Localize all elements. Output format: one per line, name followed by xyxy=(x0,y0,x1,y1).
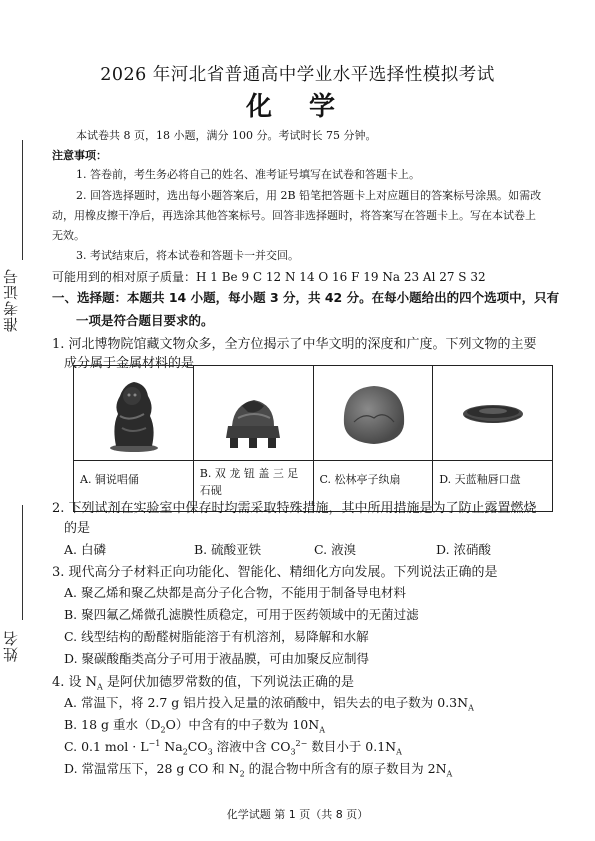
q4-option-a-sub: A xyxy=(468,703,474,713)
q4-option-b-mid: O）中含有的中子数为 10N xyxy=(165,717,320,732)
q1-stem-cont: 成分属于金属材料的是 xyxy=(64,356,195,371)
q4-option-c-sub4: A xyxy=(396,747,402,757)
q3-option-b: B. 聚四氟乙烯微孔滤膜性质稳定，可用于医药领域中的无菌过滤 xyxy=(64,607,419,622)
q4-stem-sub: A xyxy=(97,682,103,692)
q4-option-c xyxy=(64,737,402,757)
exam-id-label: 准考证号 xyxy=(2,268,20,332)
q2-stem: 2. 下列试剂在实验室中保存时均需采取特殊措施，其中所用措施是为了防止露置燃烧 xyxy=(52,501,537,516)
q4-option-d-mid: 的混合物中所含有的原子数目为 2N xyxy=(244,761,447,776)
relic-image-b xyxy=(193,366,313,461)
q4-option-a-text: A. 常温下，将 2.7 g 铝片投入足量的浓硝酸中，铝失去的电子数为 0.3N xyxy=(64,695,469,710)
name-label: 姓名 xyxy=(2,630,20,662)
q1-option-b-line1: B. 双 龙 钮 盖 三 足 xyxy=(199,467,299,480)
section-heading: 一、选择题：本题共 14 小题，每小题 3 分，共 42 分。在每小题给出的四个选项中，只有 xyxy=(52,290,560,305)
note-item: 动，用橡皮擦干净后，再选涂其他答案标号。回答非选择题时，将答案写在答题卡上。写在本试卷上 xyxy=(52,209,536,222)
subject-title: 化 学 xyxy=(245,92,350,122)
q4-option-d xyxy=(64,759,452,779)
q4-option-c-sub1: 2 xyxy=(182,747,188,757)
q4-option-b xyxy=(64,715,325,735)
q2-option-b: B. 硫酸亚铁 xyxy=(194,542,262,557)
q4-option-b-sub1: 2 xyxy=(160,725,166,735)
q4-option-c-mid4: 数目小于 0.1N xyxy=(307,739,397,754)
q1-option-b-line2: 石砚 xyxy=(199,484,222,497)
q1-option-a: A. 铜说唱俑 xyxy=(74,461,194,512)
q1-stem: 1. 河北博物院馆藏文物众多，全方位揭示了中华文明的深度和广度。下列文物的主要 xyxy=(52,337,537,352)
relic-image-c xyxy=(313,366,433,461)
q4-option-c-pre: C. 0.1 mol · L xyxy=(64,739,149,754)
q2-stem-cont: 的是 xyxy=(64,521,91,536)
q2-option-a: A. 白磷 xyxy=(64,542,106,557)
q4-option-c-mid2: CO xyxy=(187,739,208,754)
note-item: 2. 回答选择题时，选出每小题答案后，用 2B 铅笔把答题卡上对应题目的答案标号涂黑。如需改 xyxy=(76,189,542,202)
q2-option-c: C. 液溴 xyxy=(314,542,357,557)
q3-option-c: C. 线型结构的酚醛树脂能溶于有机溶剂，易降解和水解 xyxy=(64,629,369,644)
q3-stem: 3. 现代高分子材料正向功能化、智能化、精细化方向发展。下列说法正确的是 xyxy=(52,565,498,580)
q1-relics-table xyxy=(73,365,553,512)
bronze-figurine-icon xyxy=(74,366,192,456)
q4-stem-pre: 4. 设 N xyxy=(52,675,98,690)
q4-option-a xyxy=(64,693,474,713)
q4-option-c-mid1: Na xyxy=(160,739,183,754)
relic-image-d xyxy=(433,366,553,461)
note-item: 1. 答卷前，考生务必将自己的姓名、准考证号填写在试卷和答题卡上。 xyxy=(76,168,420,181)
q4-option-c-sup2: 2− xyxy=(295,738,308,748)
q4-option-c-sup1: −1 xyxy=(148,738,161,748)
note-item: 无效。 xyxy=(52,229,85,242)
q4-stem-post: 是阿伏加德罗常数的值，下列说法正确的是 xyxy=(102,675,354,690)
q4-stem xyxy=(52,671,354,692)
q4-option-d-sub2: A xyxy=(446,769,453,779)
page-footer: 化学试题 第 1 页（共 8 页） xyxy=(226,808,369,821)
q4-option-c-sub2: 3 xyxy=(207,747,213,757)
section-heading-cont: 一项是符合题目要求的。 xyxy=(76,313,214,328)
notes-heading: 注意事项： xyxy=(52,149,107,162)
exam-info: 本试卷共 8 页，18 小题，满分 100 分。考试时长 75 分钟。 xyxy=(76,129,377,142)
q4-option-c-sub3: 3 xyxy=(290,747,296,757)
name-line xyxy=(22,505,23,620)
q4-option-b-pre: B. 18 g 重水（D xyxy=(64,717,161,732)
q1-option-d: D. 天蓝釉唇口盘 xyxy=(433,461,553,512)
note-item: 3. 考试结束后，将本试卷和答题卡一并交回。 xyxy=(76,249,299,262)
atomic-masses: 可能用到的相对原子质量：H 1 Be 9 C 12 N 14 O 16 F 19 Na 23 Al 27 S 32 xyxy=(52,270,486,284)
glazed-plate-icon xyxy=(433,366,551,456)
q4-option-d-pre: D. 常温常压下，28 g CO 和 N xyxy=(64,761,240,776)
stone-inkstone-icon xyxy=(194,366,312,456)
q1-option-c: C. 松林亭子纨扇 xyxy=(313,461,433,512)
relic-image-a xyxy=(74,366,194,461)
round-fan-icon xyxy=(314,366,432,456)
q3-option-a: A. 聚乙烯和聚乙炔都是高分子化合物，不能用于制备导电材料 xyxy=(64,585,406,600)
exam-id-line xyxy=(22,140,23,260)
q2-option-d: D. 浓硝酸 xyxy=(436,542,492,557)
q4-option-d-sub1: 2 xyxy=(239,769,245,779)
q4-option-b-sub2: A xyxy=(319,725,325,735)
page-title: 2026 年河北省普通高中学业水平选择性模拟考试 xyxy=(100,65,495,85)
q3-option-d: D. 聚碳酸酯类高分子可用于液晶膜，可由加聚反应制得 xyxy=(64,651,370,666)
q4-option-c-mid3: 溶液中含 CO xyxy=(212,739,291,754)
